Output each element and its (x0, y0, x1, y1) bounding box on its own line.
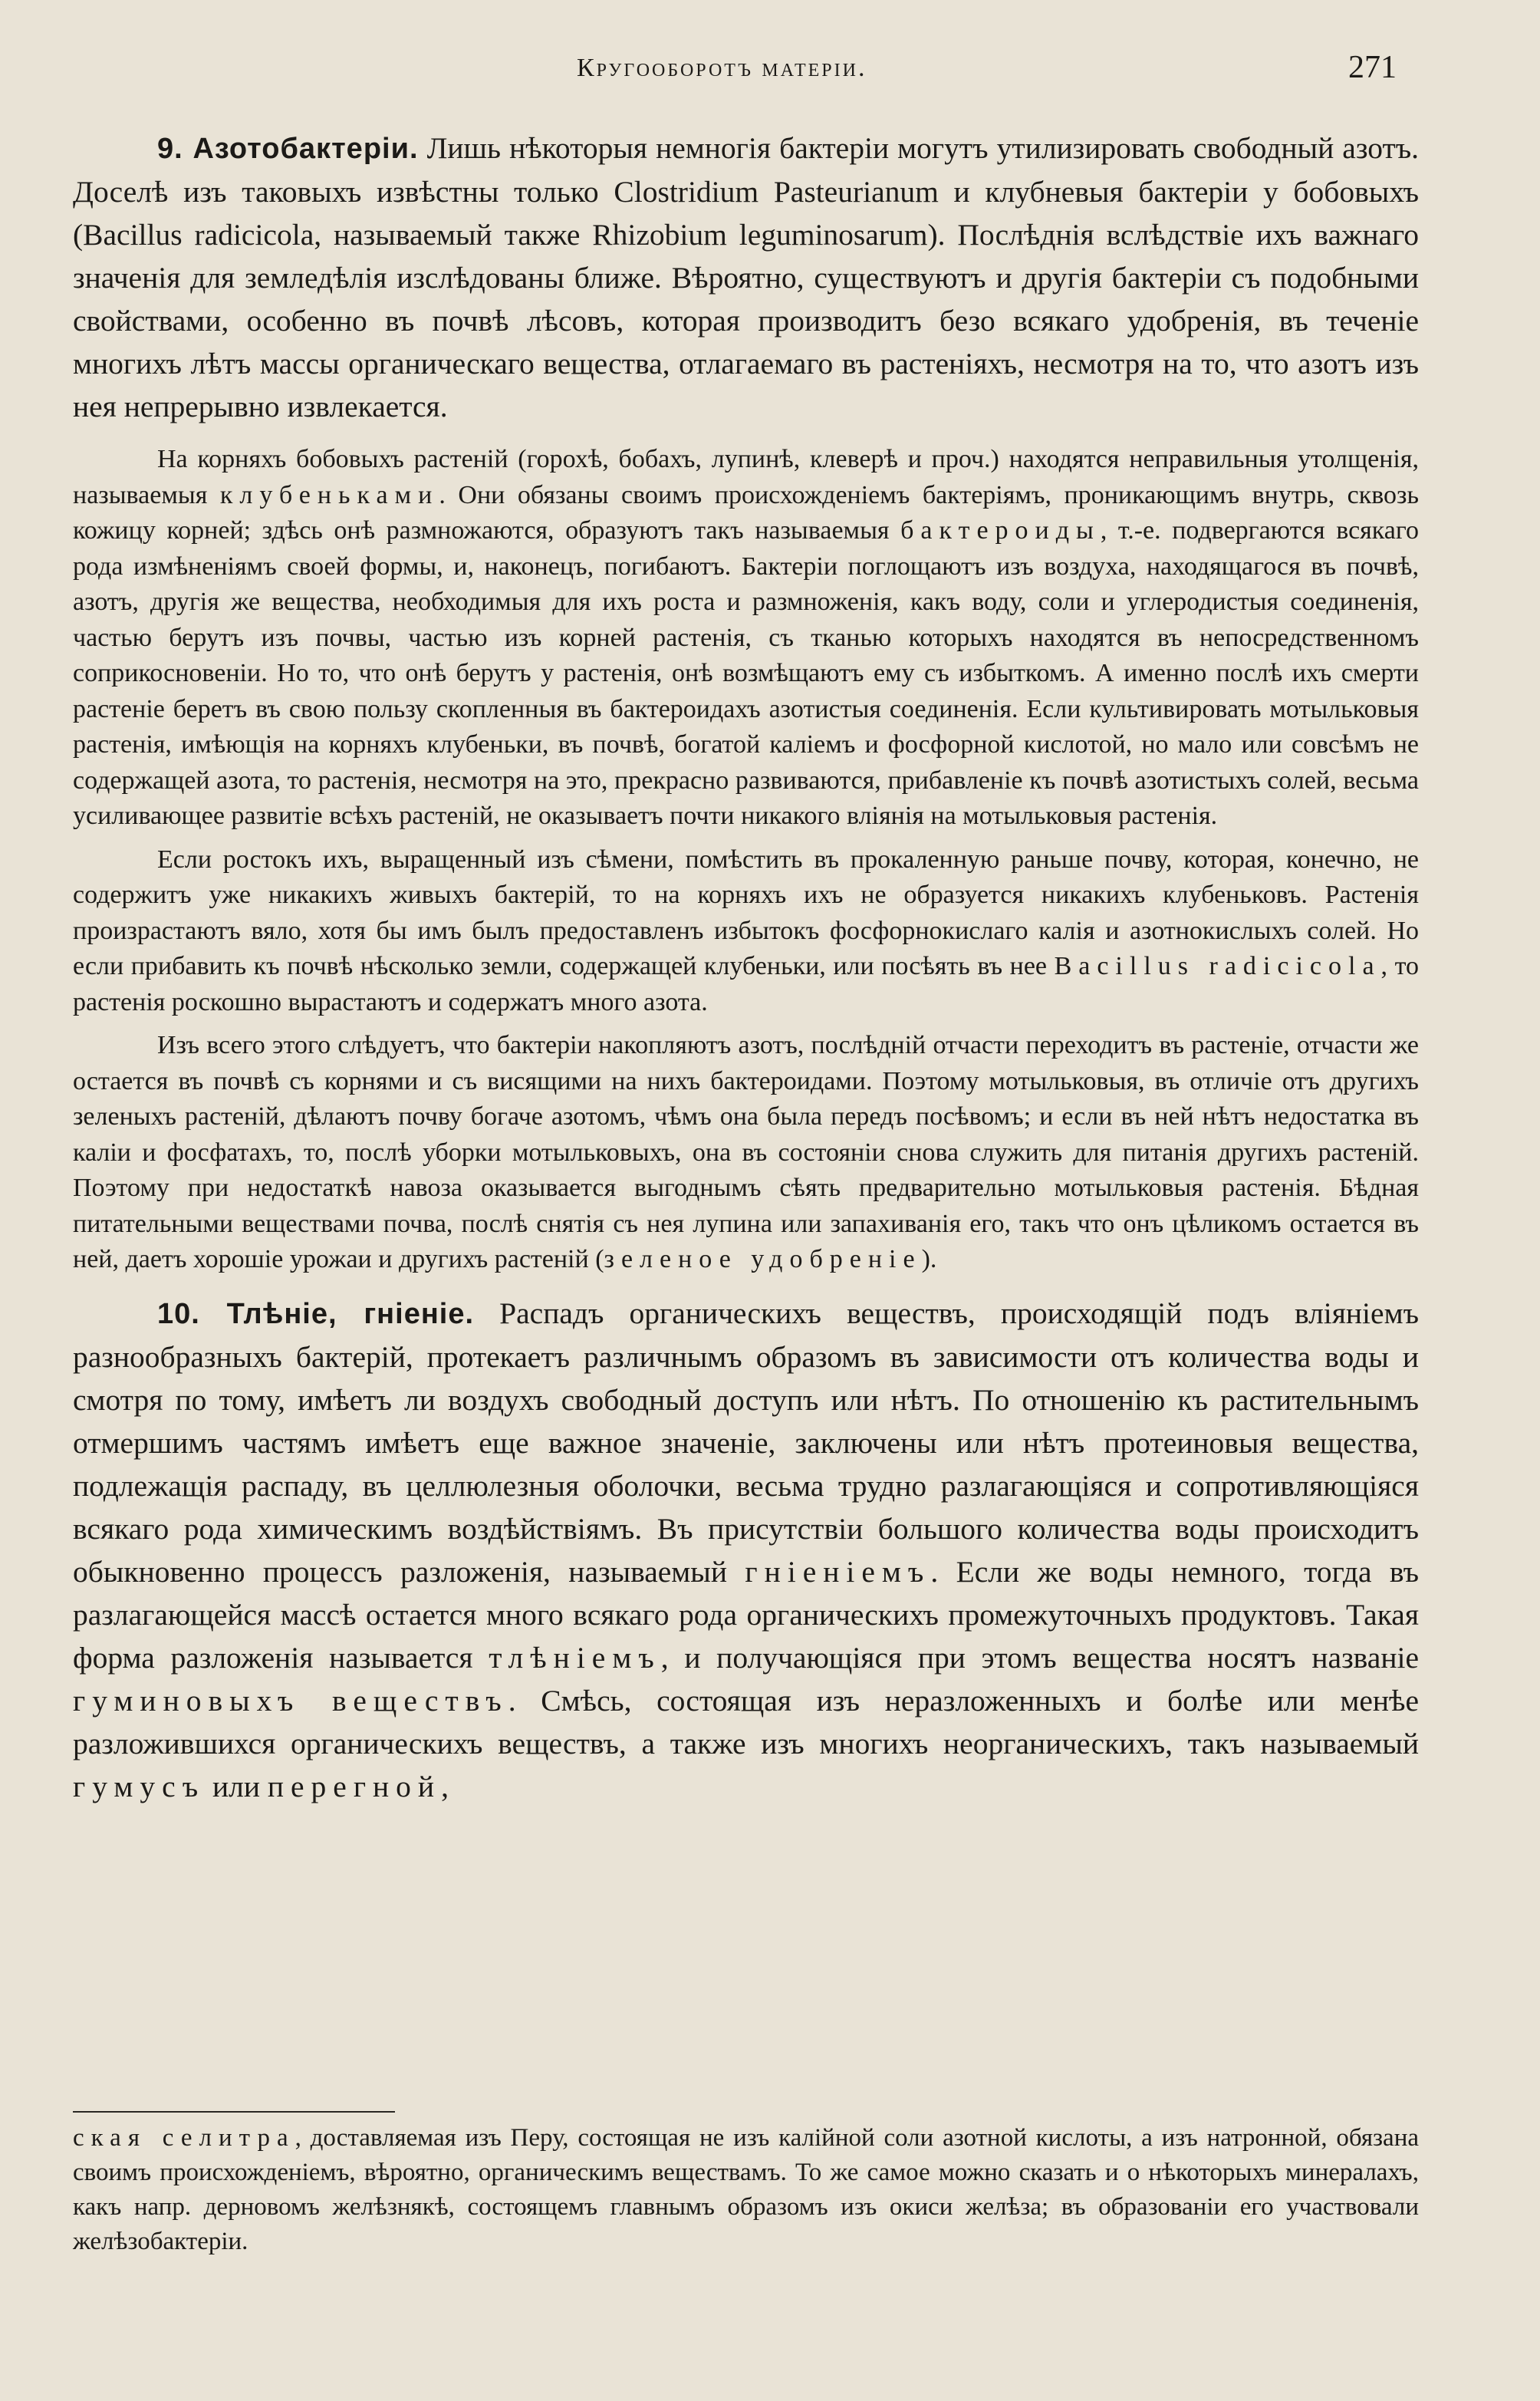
conclusion-text-1: Изъ всего этого слѣдуетъ, что бактеріи накопляютъ азотъ, послѣдній отчасти переходитъ въ растеніе, отчасти же остается въ почвѣ съ корнями и съ висящими на нихъ бактероидами. Поэтому мотыльковыя, въ отличіе отъ другихъ зеленыхъ растеній, дѣлаютъ почву богаче азотомъ, чѣмъ она была передъ посѣвомъ; и если въ ней нѣтъ недостатка въ каліи и фосфатахъ, то, послѣ уборки мотыльковыхъ, она въ состояніи снова служить для питанія другихъ растеній. Поэтому при недостаткѣ навоза оказывается выгоднымъ сѣять предварительно мотыльковыя растенія. Бѣдная питательными веществами почва, послѣ снятія съ нея лупина или запахиванія его, такъ что онъ цѣликомъ остается въ ней, даетъ хорошіе урожаи и другихъ растеній ( (73, 1031, 1419, 1273)
section-10-paragraph (73, 1292, 1419, 1808)
nodules-text-3: , т.-е. подвергаются всякаго рода измѣненіямъ своей формы, и, наконецъ, погибаютъ. Бактеріи поглощаютъ изъ воздуха, находящагося въ почвѣ, азотъ, другія же вещества, необходимыя для ихъ роста и размноженія, какъ воду, соли и углеродистыя соединенія, частью берутъ изъ почвы, частью изъ корней растенія, съ тканью которыхъ находятся въ непосредственномъ соприкосновеніи. Но то, что онѣ берутъ у растенія, онѣ возмѣщаютъ ему съ избыткомъ. А именно послѣ ихъ смерти растеніе беретъ въ свою пользу скопленныя въ бактероидахъ азотистыя соединенія. Если культивировать мотыльковыя растенія, имѣющія на корняхъ клубеньки, въ почвѣ, богатой каліемъ и фосфорной кислотой, но мало или совсѣмъ не содержащей азота, то растенія, несмотря на это, прекрасно развиваются, прибавленіе къ почвѣ азотистыхъ солей, весьма усиливающее развитіе всѣхъ растеній, не оказываетъ почти никакого вліянія на мотыльковыя растенія. (73, 516, 1420, 830)
section-9-heading: 9. Азотобактеріи. (157, 133, 419, 165)
section-10-text-1: Распадъ органическихъ веществъ, происходящій подъ вліяніемъ разнообразныхъ бактерій, протекаетъ различнымъ образомъ въ зависимости отъ количества воды и смотря по тому, имѣетъ ли воздухъ свободный доступъ или нѣтъ. По отношенію къ растительнымъ отмершимъ частямъ имѣетъ еще важное значеніе, заключены или нѣтъ протеиновыя вещества, подлежащія распаду, въ целлюлезныя оболочки, весьма трудно разлагающіяся и сопротивляющіяся всякаго рода химическимъ воздѣйствіямъ. Въ присутствіи большого количества воды происходитъ обыкновенно процессъ разложенія, называемый (73, 1296, 1419, 1589)
term-humus: гумусъ (73, 1769, 206, 1803)
term-pereg: перегной (267, 1769, 442, 1803)
term-green-manure: зеленое удобреніе (604, 1245, 922, 1273)
term-saltpeter: ская селитра (73, 2124, 295, 2152)
page-body (73, 127, 1419, 1808)
footnote-text: , доставляемая изъ Перу, состоящая не изъ калійной соли азотной кислоты, а изъ натронной, обязана своимъ происхожденіемъ, вѣроятно, органическимъ веществамъ. То же самое можно сказать и о нѣкоторыхъ минералахъ, какъ напр. дерновомъ желѣзнякѣ, состоящемъ главнымъ образомъ изъ окиси желѣза; въ образованіи его участвовали желѣзобактеріи. (73, 2124, 1419, 2255)
footnote (73, 2121, 1419, 2259)
section-10-text-6: , (441, 1769, 449, 1803)
term-bacteroids: бактероиды (900, 516, 1101, 545)
section-10-text-5: или (205, 1769, 268, 1803)
nodules-paragraph (73, 442, 1419, 835)
term-putrefaction: гніеніемъ (745, 1554, 931, 1589)
sprout-text-2: , то растенія роскошно вырастаютъ и содержатъ много азота. (73, 952, 1419, 1016)
section-10-text-2: . Если же воды немного, тогда въ разлагающейся массѣ остается много всякаго рода органическихъ промежуточныхъ продуктовъ. Такая форма разложенія называется (73, 1554, 1419, 1675)
running-title: Кругооборотъ матеріи. (577, 54, 867, 82)
nodules-text-2: . Они обязаны своимъ происхожденіемъ бактеріямъ, проникающимъ внутрь, сквозь кожицу корней; здѣсь онѣ размножаются, образуютъ такъ называемыя (73, 480, 1419, 545)
term-nodules: клубеньками (219, 480, 439, 509)
term-decay: тлѣніемъ (489, 1640, 661, 1675)
section-9-paragraph (73, 127, 1419, 428)
section-10-heading: 10. Тлѣніе, гніеніе. (157, 1297, 475, 1330)
term-humic-substances: гуминовыхъ веществъ (73, 1683, 508, 1718)
footnote-divider (73, 2111, 395, 2113)
section-10-text-4: . Смѣсь, состоящая изъ неразложенныхъ и болѣе или менѣе разложившихся органическихъ веществъ, а также изъ многихъ неорганическихъ, такъ называемый (73, 1683, 1419, 1760)
page-number: 271 (1348, 50, 1397, 85)
section-10-text-3: , и получающіяся при этомъ вещества носятъ названіе (660, 1640, 1419, 1675)
section-9-text: Лишь нѣкоторыя немногія бактеріи могутъ утилизировать свободный азотъ. Доселѣ изъ таковыхъ извѣстны только Clostridium Pasteurianum и клубневыя бактеріи у бобовыхъ (Bacillus radicicola, называемый также Rhizobium leguminosarum). Послѣднія вслѣдствіе ихъ важнаго значенія для земледѣлія изслѣдованы ближе. Вѣроятно, существуютъ и другія бактеріи съ подобными свойствами, особенно въ почвѣ лѣсовъ, которая производитъ безо всякаго удобренія, въ теченіе многихъ лѣтъ массы органическаго вещества, отлагаемаго въ растеніяхъ, несмотря на то, что азотъ изъ нея непрерывно извлекается. (73, 131, 1420, 423)
term-bacillus-radicicola: Bacillus radicicola (1054, 952, 1381, 980)
conclusion-paragraph (73, 1028, 1419, 1278)
conclusion-text-2: ). (921, 1245, 937, 1273)
sprout-text-1: Если ростокъ ихъ, выращенный изъ сѣмени, помѣстить въ прокаленную раньше почву, которая, конечно, не содержитъ уже никакихъ живыхъ бактерій, то на корняхъ ихъ не образуется никакихъ клубеньковъ. Растенія произрастаютъ вяло, хотя бы имъ былъ предоставленъ избытокъ фосфорнокислаго калія и азотнокислыхъ солей. Но если прибавить къ почвѣ нѣсколько земли, содержащей клубеньки, или посѣять въ нее (73, 845, 1419, 980)
page-header (0, 46, 1540, 92)
sprout-paragraph (73, 842, 1419, 1021)
nodules-text-1: На корняхъ бобовыхъ растеній (горохѣ, бобахъ, лупинѣ, клеверѣ и проч.) находятся неправильныя утолщенія, называемыя (73, 445, 1419, 509)
